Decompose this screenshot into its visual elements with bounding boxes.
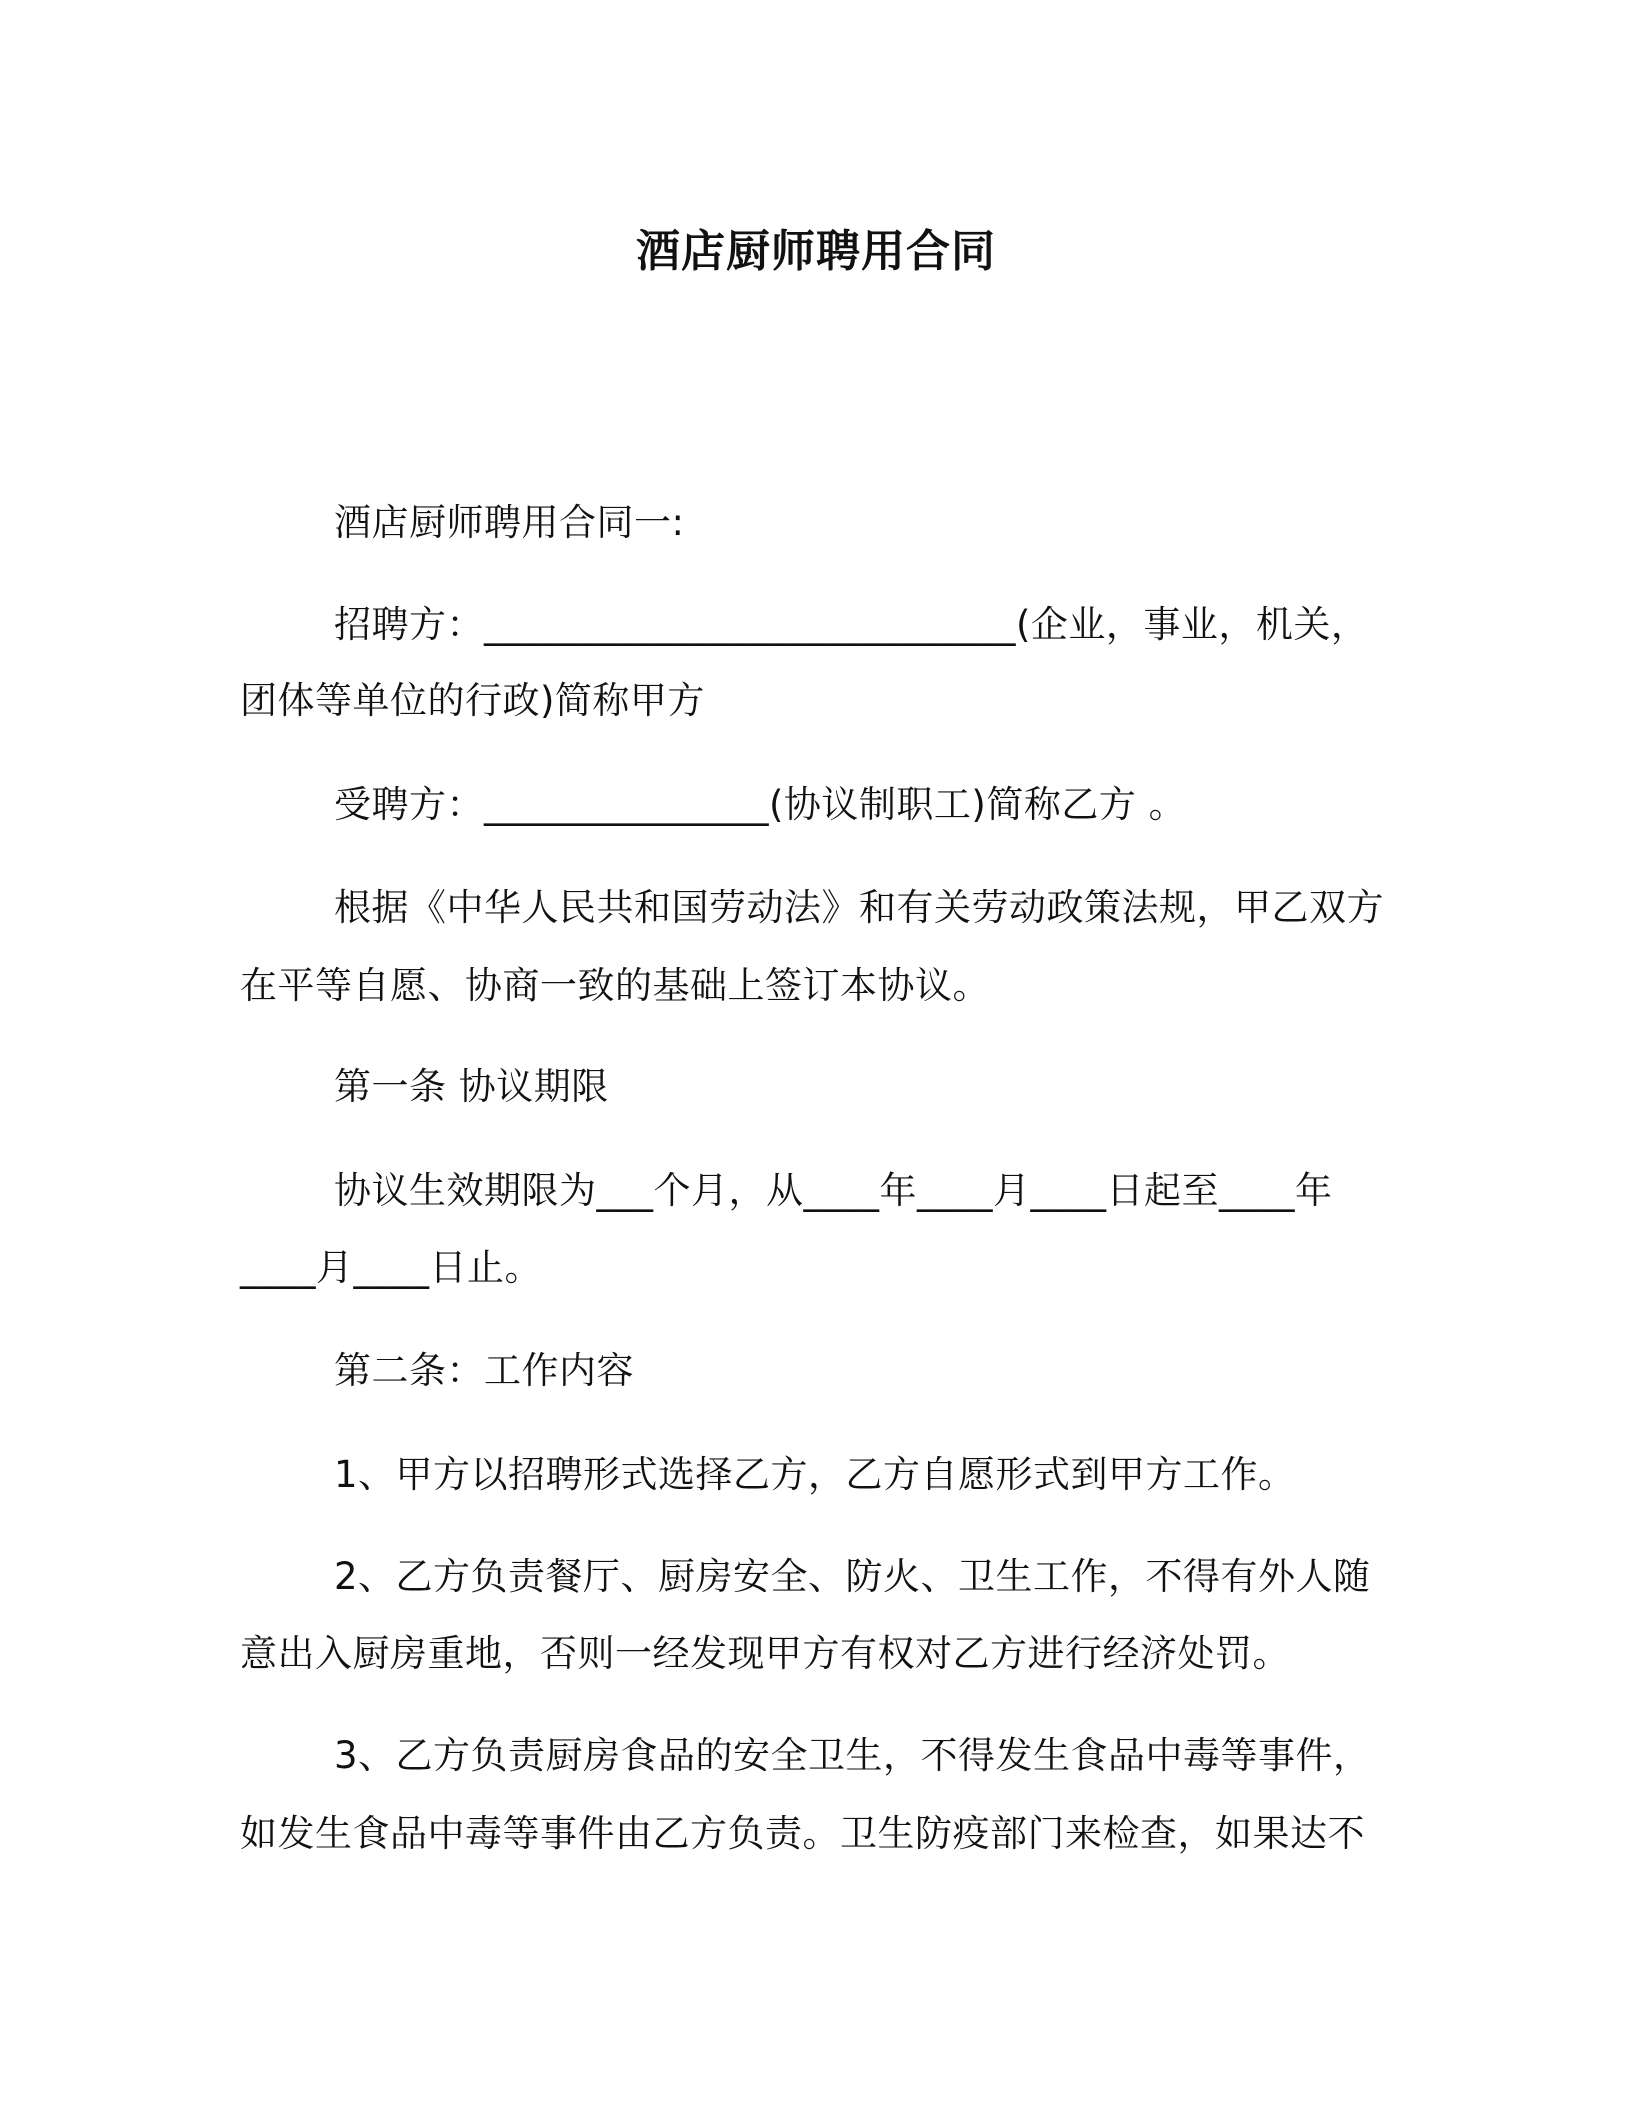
document-title: 酒店厨师聘用合同: [636, 226, 996, 277]
clause-2-cont: 意出入厨房重地，否则一经发现甲方有权对乙方进行经济处罚。: [240, 1632, 1290, 1675]
article-2-heading: 第二条：工作内容: [334, 1349, 634, 1392]
employer-field-line-cont: 团体等单位的行政)简称甲方: [240, 679, 705, 722]
article-1-heading: 第一条 协议期限: [334, 1065, 609, 1108]
employer-field-line: 招聘方：____________________________(企业，事业，机关，: [334, 603, 1369, 646]
contract-subtitle: 酒店厨师聘用合同一:: [334, 501, 685, 544]
paragraph-basis-cont: 在平等自愿、协商一致的基础上签订本协议。: [240, 964, 990, 1007]
paragraph-basis: 根据《中华人民共和国劳动法》和有关劳动政策法规，甲乙双方: [334, 886, 1384, 929]
clause-3: 3、乙方负责厨房食品的安全卫生，不得发生食品中毒等事件，: [334, 1734, 1371, 1777]
term-period-line: 协议生效期限为___个月，从____年____月____日起至____年: [334, 1169, 1333, 1212]
employee-field-line: 受聘方：_______________(协议制职工)简称乙方 。: [334, 783, 1187, 826]
term-period-line-cont: ____月____日止。: [240, 1246, 542, 1289]
clause-3-cont: 如发生食品中毒等事件由乙方负责。卫生防疫部门来检查，如果达不: [240, 1812, 1365, 1855]
clause-1: 1、甲方以招聘形式选择乙方，乙方自愿形式到甲方工作。: [334, 1453, 1296, 1496]
clause-2: 2、乙方负责餐厅、厨房安全、防火、卫生工作，不得有外人随: [334, 1555, 1371, 1598]
